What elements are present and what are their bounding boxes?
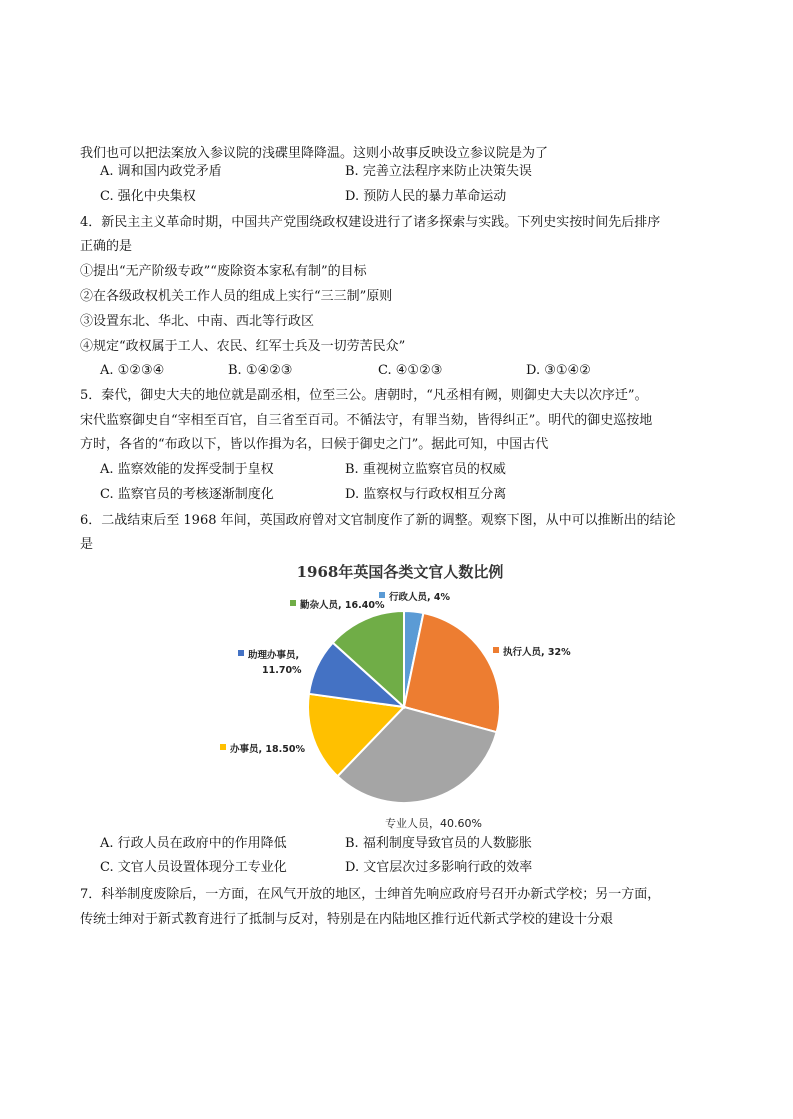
q4-stem-line2: 正确的是 — [80, 239, 133, 254]
label-assistant-line2: 11.70% — [262, 665, 302, 676]
q3-option-c: C. 强化中央集权 — [100, 189, 196, 204]
q5-option-d: D. 监察权与行政权相互分离 — [345, 487, 507, 502]
q4-item-2: ②在各级政权机关工作人员的组成上实行“三三制”原则 — [80, 289, 393, 304]
q4-option-c: C. ④①②③ — [378, 363, 443, 378]
q5-option-a: A. 监察效能的发挥受制于皇权 — [100, 462, 274, 477]
label-misc: 勤杂人员, 16.40% — [300, 600, 385, 611]
q3-option-d: D. 预防人民的暴力革命运动 — [345, 189, 507, 204]
q6-option-d: D. 文官层次过多影响行政的效率 — [345, 860, 533, 875]
label-admin: 行政人员, 4% — [389, 592, 451, 603]
q6-option-b: B. 福利制度导致官员的人数膨胀 — [345, 836, 532, 851]
pie-chart — [190, 555, 610, 835]
q4-item-1: ①提出“无产阶级专政”“废除资本家私有制”的目标 — [80, 264, 367, 279]
legend-marker-admin — [379, 592, 385, 598]
label-exec: 执行人员, 32% — [503, 647, 571, 658]
q5-stem-line1: 5．秦代，御史大夫的地位就是副丞相，位至三公。唐朝时，“凡丞相有阙，则御史大夫以次序迁”。 — [80, 388, 648, 403]
legend-marker-misc — [290, 600, 296, 606]
label-assistant-line1: 助理办事员, — [248, 650, 300, 661]
q6-stem-line2: 是 — [80, 537, 94, 552]
chart-title: 1968年英国各类文官人数比例 — [296, 563, 504, 581]
q6-option-a: A. 行政人员在政府中的作用降低 — [100, 836, 287, 851]
q4-option-b: B. ①④②③ — [228, 363, 293, 378]
label-professional: 专业人员，40.60% — [385, 817, 482, 830]
legend-marker-exec — [493, 647, 499, 653]
pie-chart-svg — [190, 555, 610, 835]
q4-option-a: A. ①②③④ — [100, 363, 165, 378]
q4-item-4: ④规定“政权属于工人、农民、红军士兵及一切劳苦民众” — [80, 339, 406, 354]
q4-item-3: ③设置东北、华北、中南、西北等行政区 — [80, 314, 315, 329]
q5-option-b: B. 重视树立监察官员的权威 — [345, 462, 506, 477]
legend-marker-clerk — [220, 744, 226, 750]
q3-stem-tail: 我们也可以把法案放入参议院的浅碟里降降温。这则小故事反映设立参议院是为了 — [80, 146, 549, 161]
q5-stem-line3: 方时，各省的“布政以下，皆以作揖为名，曰候于御史之门”。据此可知，中国古代 — [80, 437, 549, 452]
q6-stem-line1: 6．二战结束后至 1968 年间，英国政府曾对文官制度作了新的调整。观察下图，从中可以推断出的结论 — [80, 513, 676, 528]
q7-stem-line1: 7．科举制度废除后，一方面，在风气开放的地区，士绅首先响应政府号召开办新式学校；另一方面， — [80, 887, 661, 902]
label-clerk: 办事员, 18.50% — [230, 744, 305, 755]
legend-marker-assistant — [238, 650, 244, 656]
q3-option-a: A. 调和国内政党矛盾 — [100, 164, 222, 179]
q5-option-c: C. 监察官员的考核逐渐制度化 — [100, 487, 274, 502]
q6-option-c: C. 文官人员设置体现分工专业化 — [100, 860, 287, 875]
q4-option-d: D. ③①④② — [526, 363, 591, 378]
q3-option-b: B. 完善立法程序来防止决策失误 — [345, 164, 532, 179]
q4-stem-line1: 4．新民主主义革命时期，中国共产党围绕政权建设进行了诸多探索与实践。下列史实按时间先后排序 — [80, 215, 661, 230]
q7-stem-line2: 传统士绅对于新式教育进行了抵制与反对，特别是在内陆地区推行近代新式学校的建设十分艰 — [80, 912, 614, 927]
q5-stem-line2: 宋代监察御史自“宰相至百官，自三省至百司。不循法守，有罪当劾，皆得纠正”。明代的御史巡按地 — [80, 413, 653, 428]
